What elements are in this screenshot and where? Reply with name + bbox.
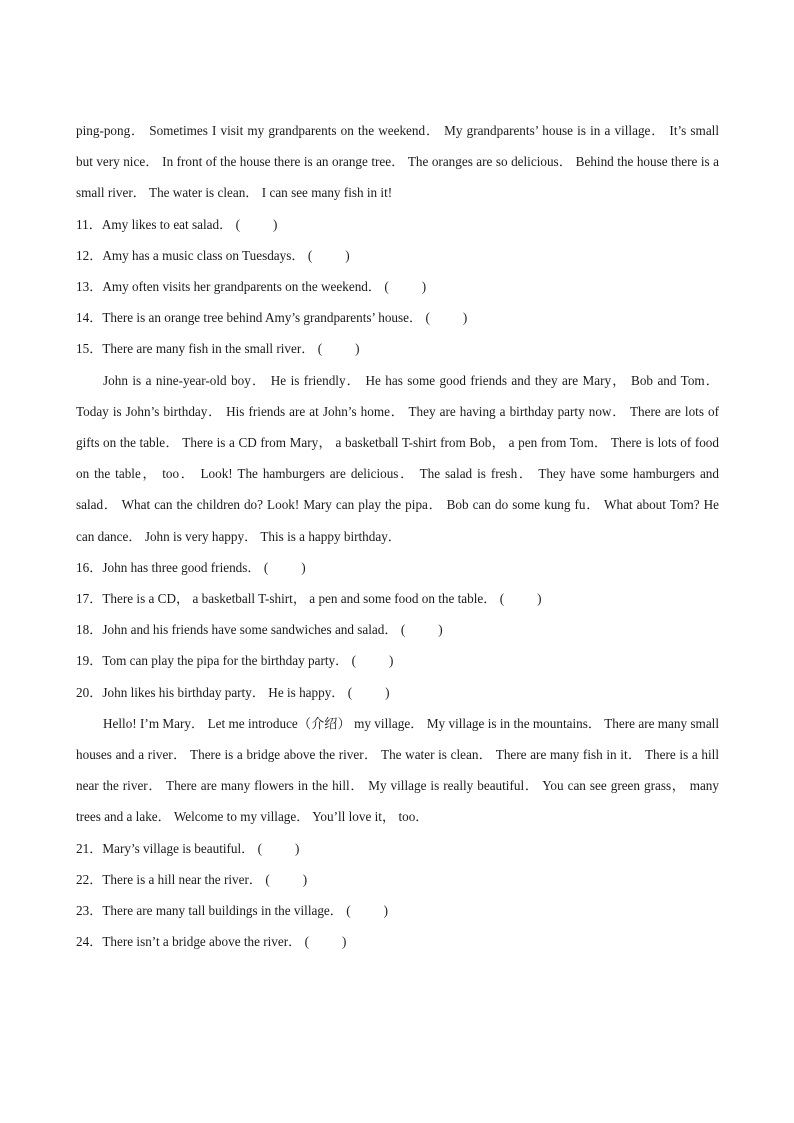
question-text: John has three good friends． [102, 559, 261, 575]
question-number: 23． [76, 903, 103, 919]
question-text: Amy often visits her grandparents on the weekend． [102, 279, 382, 295]
question-text: Mary’s village is beautiful． [102, 840, 255, 856]
question-text: Amy has a music class on Tuesdays． [102, 247, 305, 263]
answer-bracket[interactable]: ( ) [425, 310, 468, 326]
passage-text: John is a nine-year-old boy． He is friendly． He has some good friends and they are Mary， Bob and Tom． Today is John’s birthday． His friends are at John’s home． They are having a birthday party now． There are lots of gifts on the table． There is a CD from Mary， a basketball T-shirt from Bob， a pen from Tom． There is lots of food on the table， too． Look! The hamburgers are delicious． The salad is fresh． They have some hamburgers and salad． What can the children do? Look! Mary can play the pipa． Bob can do some kung fu． What about Tom? He can dance． John is very happy． This is a happy birthday． [76, 372, 719, 544]
question-text: There are many fish in the small river． [102, 341, 315, 357]
question-text: There are many tall buildings in the village． [102, 903, 343, 919]
question-number: 15． [76, 341, 103, 357]
question-text: John and his friends have some sandwiches and salad． [102, 622, 398, 638]
question-item [76, 271, 719, 302]
question-text: There is a hill near the river． [102, 871, 263, 887]
question-item [76, 614, 719, 645]
answer-bracket[interactable]: ( ) [235, 216, 278, 232]
question-item [76, 864, 719, 895]
answer-bracket[interactable]: ( ) [304, 934, 347, 950]
question-text: There isn’t a bridge above the river． [102, 934, 302, 950]
question-item [76, 302, 719, 333]
question-text: There is a CD， a basketball T-shirt， a pen and some food on the table． [102, 591, 497, 607]
passage-2 [76, 365, 719, 708]
question-number: 18． [76, 622, 103, 638]
answer-bracket[interactable]: ( ) [307, 247, 350, 263]
answer-bracket[interactable]: ( ) [263, 559, 306, 575]
question-item [76, 209, 719, 240]
passage-text: Hello! I’m Mary． Let me introduce（介绍） my village． My village is in the mountains． There are many small houses and a river． There is a bridge above the river． The water is clean． There are many fish in it． There is a hill near the river． There are many flowers in the hill． My village is really beautiful． You can see green grass， many trees and a lake． Welcome to my village． You’ll love it， too． [76, 715, 719, 825]
question-number: 16． [76, 559, 103, 575]
answer-bracket[interactable]: ( ) [317, 341, 360, 357]
question-number: 11． [76, 216, 102, 232]
answer-bracket[interactable]: ( ) [346, 903, 389, 919]
question-item [76, 552, 719, 583]
document-page [76, 115, 719, 957]
answer-bracket[interactable]: ( ) [499, 591, 542, 607]
answer-bracket[interactable]: ( ) [347, 684, 390, 700]
answer-bracket[interactable]: ( ) [257, 840, 300, 856]
passage-3 [76, 708, 719, 958]
question-number: 14． [76, 310, 103, 326]
question-item [76, 677, 719, 708]
question-number: 17． [76, 591, 103, 607]
question-item [76, 833, 719, 864]
question-number: 22． [76, 871, 103, 887]
question-text: Tom can play the pipa for the birthday party． [102, 653, 349, 669]
question-number: 20． [76, 684, 103, 700]
passage-1 [76, 115, 719, 365]
answer-bracket[interactable]: ( ) [351, 653, 394, 669]
question-item [76, 895, 719, 926]
answer-bracket[interactable]: ( ) [384, 279, 427, 295]
answer-bracket[interactable]: ( ) [400, 622, 443, 638]
question-item [76, 333, 719, 364]
question-text: Amy likes to eat salad． [101, 216, 233, 232]
question-number: 24． [76, 934, 103, 950]
question-number: 21． [76, 840, 103, 856]
question-item [76, 240, 719, 271]
question-item [76, 583, 719, 614]
passage-text: ping-pong． Sometimes I visit my grandparents on the weekend． My grandparents’ house is in a village． It’s small but very nice． In front of the house there is an orange tree． The oranges are so delicious． Behind the house there is a small river． The water is clean． I can see many fish in it! [76, 123, 719, 201]
question-item [76, 926, 719, 957]
question-item [76, 645, 719, 676]
question-number: 12． [76, 247, 103, 263]
answer-bracket[interactable]: ( ) [265, 871, 308, 887]
question-number: 19． [76, 653, 103, 669]
question-text: There is an orange tree behind Amy’s grandparents’ house． [102, 310, 423, 326]
question-number: 13． [76, 279, 103, 295]
question-text: John likes his birthday party． He is happy． [102, 684, 345, 700]
